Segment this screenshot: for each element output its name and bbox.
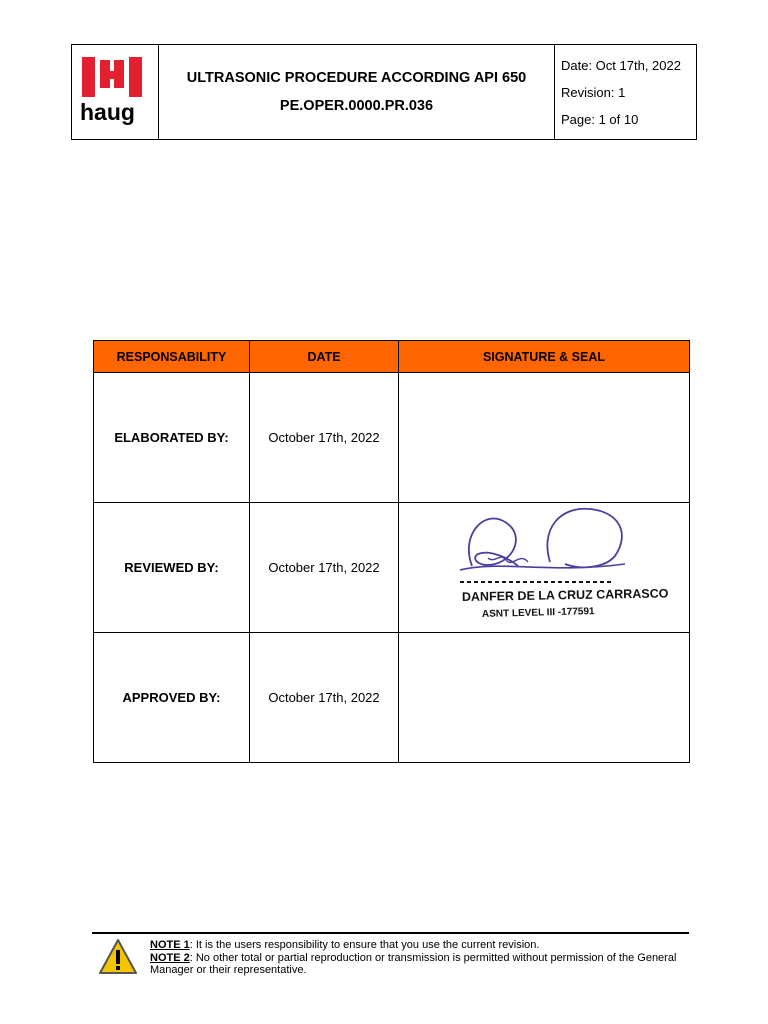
logo-cell — [72, 45, 159, 139]
signature-reviewed — [399, 503, 690, 633]
date-elaborated: October 17th, 2022 — [250, 373, 399, 503]
column-header-responsability: RESPONSABILITY — [94, 341, 250, 373]
document-title: ULTRASONIC PROCEDURE ACCORDING API 650 — [186, 70, 527, 86]
title-cell — [159, 45, 555, 139]
signature-seal — [400, 504, 688, 631]
role-approved: APPROVED BY: — [94, 633, 250, 763]
haug-logo-icon — [82, 57, 142, 97]
signature-approved — [399, 633, 690, 763]
role-elaborated: ELABORATED BY: — [94, 373, 250, 503]
table-row — [94, 503, 690, 633]
footer-divider — [92, 932, 689, 934]
document-code: PE.OPER.0000.PR.036 — [279, 98, 434, 114]
date-approved: October 17th, 2022 — [250, 633, 399, 763]
meta-cell — [555, 45, 696, 139]
warning-icon — [98, 938, 138, 976]
table-row — [94, 633, 690, 763]
date-reviewed: October 17th, 2022 — [250, 503, 399, 633]
signature-elaborated — [399, 373, 690, 503]
document-page: Page: 1 of 10 — [561, 111, 639, 127]
responsibility-table — [93, 340, 690, 763]
role-reviewed: REVIEWED BY: — [94, 503, 250, 633]
note-1: NOTE 1: It is the users responsibility to ensure that you use the current revision. — [150, 939, 540, 951]
seal-name: DANFER DE LA CRUZ CARRASCO — [461, 586, 669, 604]
seal-level: ASNT LEVEL III -177591 — [481, 606, 595, 620]
document-date: Date: Oct 17th, 2022 — [561, 57, 681, 73]
table-header-row — [94, 341, 690, 373]
logo-text: haug — [80, 99, 135, 125]
note-2: NOTE 2: No other total or partial reproduction or transmission is permitted without permission of the General Manager or their representative. — [150, 951, 677, 976]
column-header-date: DATE — [250, 341, 399, 373]
document-header — [71, 44, 697, 140]
footer-notes — [150, 939, 690, 977]
table-row — [94, 373, 690, 503]
document-revision: Revision: 1 — [561, 84, 626, 100]
column-header-signature: SIGNATURE & SEAL — [399, 341, 690, 373]
signature-drawing — [400, 504, 696, 631]
